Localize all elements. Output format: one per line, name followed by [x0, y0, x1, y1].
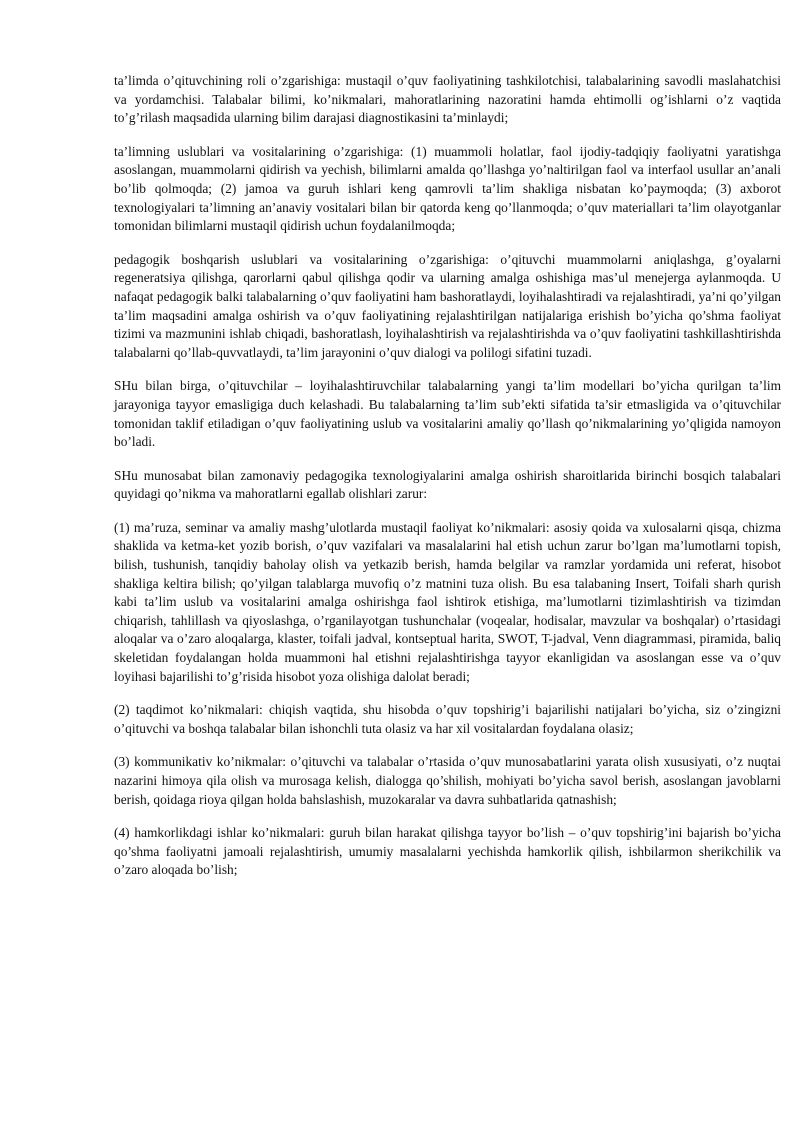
paragraph-communicative-skills: (3) kommunikativ ko’nikmalar: o’qituvchi va talabalar o’rtasida o’quv munosabatlarini yarata olish xususiyati, o’z nuqtai nazarini himoya qila olish va murosaga kelish, dialogga qo’shilish, mohiyati bo’yicha savol berish, asoslangan javoblarni berish, qoidaga rioya qilgan holda bahslashish, muzokaralar va davra suhbatlarida qatnashish; — [114, 754, 781, 807]
paragraph-presentation-skills: (2) taqdimot ko’nikmalari: chiqish vaqtida, shu hisobda o’quv topshirig’i bajarilishi natijalari bo’yicha, siz o’zingizni o’qituvchi va boshqa talabalar bilan ishonchli tuta olasiz va har xil vositalardan foydalana olasiz; — [114, 702, 781, 736]
paragraph-independent-work-skills: (1) ma’ruza, seminar va amaliy mashg’ulotlarda mustaqil faoliyat ko’nikmalari: asosiy qoida va xulosalarni qisqa, chizma shaklida va ketma-ket yozib borish, o’quv vazifalari va masalalarini hal etish uchun zarur bo’lgan ma’lumotlarni topish, bilish, tushunish, tanqidiy baholay olish va yetkazib berish, hamda belgilar va ramzlar yordamida uni referat, hisobot shakliga keltira bilish; qo’yilgan talablarga muvofiq o’z matnini tuza olish. Bu esa talabaning Insert, Toifali sharh qurish kabi ta’lim uslub va vositalarini amalga oshirishga faol ishtirok etishiga, ma’lumotlarni tizimlashtirish va tizimdan chiqarish, tahlillash va qiyoslashga, o’rganilayotgan tushunchalar (voqealar, hodisalar, mavzular va boshqalar) o’rtasidagi aloqalar va o’zaro aloqalarga, klaster, toifali jadval, kontseptual harita, SWOT, T-jadval, Venn diagrammasi, piramida, baliq skeletidan foydalangan holda muammoni hal etishni rejalashtirishga tayyor ekanligidan va asoslangan esse va o’quv loyihasi bajarilishi to’g’risida hisobot yoza olishiga dalolat beradi; — [114, 519, 781, 684]
paragraph-required-skills-intro: SHu munosabat bilan zamonaviy pedagogika texnologiyalarini amalga oshirish sharoitlarida birinchi bosqich talabalari quyidagi qo’nikma va mahoratlarni egallab olishlari zarur: — [114, 467, 781, 502]
paragraph-pedagogical-management: pedagogik boshqarish uslublari va vositalarining o’zgarishiga: o’qituvchi muammolarni aniqlashga, g’oyalarni regeneratsiya qilishga, qarorlarni qabul qilishga qodir va ularning amalga oshishiga mas’ul menejerga aylanmoqda. U nafaqat pedagogik balki talabalarning o’quv faoliyatini ham bashoratlaydi, loyihalashtiradi va rejalashtiradi, ya’ni qo’yilgan ta’lim maqsadini amalga oshirish va o’quv faoliyatining rejalashtirilgan natijalariga erishish bo’yicha qo’shma faoliyat tizimi va mazmunini ishlab chiqadi, bashoratlash, loyihalashtirish va rejalashtirishda va o’quv faoliyatini tashkillashtirishda talabalarni qo’llab-quvvatlaydi, ta’lim jarayonini o’quv dialogi va polilogi sifatini tuzadi. — [114, 251, 781, 360]
paragraph-teacher-role: ta’limda o’qituvchining roli o’zgarishiga: mustaqil o’quv faoliyatining tashkilotchisi, talabalarining savodli maslahatchisi va yordamchisi. Talabalar bilimi, ko’nikmalari, mahoratlarining nazoratini hamda ehtimolli og’ishlarni o’z vaqtida to’g’rilash maqsadida ularning bilim darajasi diagnostikasini ta’minlaydi; — [114, 73, 781, 126]
paragraph-teaching-methods: ta’limning uslublari va vositalarining o’zgarishiga: (1) muammoli holatlar, faol ijodiy-tadqiqiy faoliyatni yaratishga asoslangan, muammolarni qidirish va yechish, bilimlarni amalda qo’llashga yo’naltirilgan faol va interfaol usullar an’anali bo’lib qolmoqda; (2) jamoa va guruh ishlari keng qamrovli ta’lim shakliga nisbatan ko’paymoqda; (3) axborot texnologiyalari ta’limning an’anaviy vositalari bilan bir qatorda keng qo’llanmoqda; o’quv materiallari ta’lim olayotganlar tomonidan bilimlarni mustaqil qidirish uchun foydalanilmoqda; — [114, 143, 781, 234]
paragraph-teacher-designers: SHu bilan birga, o’qituvchilar – loyihalashtiruvchilar talabalarning yangi ta’lim modellari bo’yicha qurilgan ta’lim jarayoniga tayyor emasligiga duch kelashadi. Bu talabalarning ta’lim sub’ekti sifatida ta’sir etmasligida va o’qituvchilar tomonidan taklif etiladigan o’quv faoliyatining uslub va vositalarini amaliy qo’llash qo’nikmalarining yo’qligida namoyon bo’ladi. — [114, 378, 781, 450]
paragraph-collaboration-skills: (4) hamkorlikdagi ishlar ko’nikmalari: guruh bilan harakat qilishga tayyor bo’lish – o’quv topshirig’ini bajarish bo’yicha qo’shma faoliyatni jamoali rejalashtirish, umumiy masalalarni yechishda hamkorlik qilish, ishbilarmon sherikchilik va o’zaro aloqada bo’lish; — [114, 825, 781, 878]
document-page — [114, 72, 781, 895]
